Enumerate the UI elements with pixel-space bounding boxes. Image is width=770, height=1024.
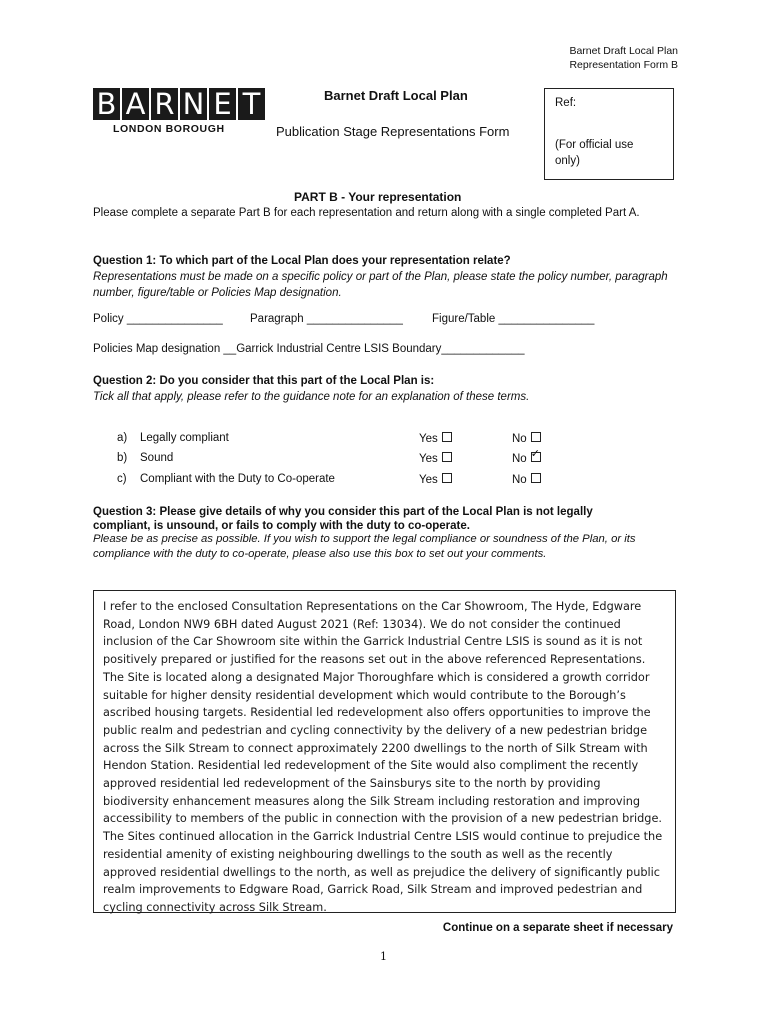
question-2-guidance: Tick all that apply, please refer to the guidance note for an explanation of these terms. <box>93 391 530 403</box>
representation-answer-box[interactable]: I refer to the enclosed Consultation Representations on the Car Showroom, The Hyde, Edgware Road, London NW9 6BH dated August 2021 (Ref: 13034). We do not consider the continued inclusion of the Car Showroom site within the Garrick Industrial Centre LSIS is sound as it is not positively prepared or justified for the reasons set out in the above referenced Representations. The Site is located along a designated Major Thoroughfare which is considered a growth corridor suitable for higher density residential development which would contribute to the Borough’s ascribed housing targets. Residential led redevelopment also offers opportunities to improve the public realm and pedestrian and cycling connectivity by the delivery of a new pedestrian bridge across the Silk Stream to connect approximately 2200 dwellings to the north of Silk Stream with Hendon Station. Residential led redevelopment of the Site would also compliment the recently approved residential led redevelopment of the Sainsburys site to the north by providing biodiversity enhancement measures along the Silk Stream including restoration and improving accessibility to members of the public in connection with the provision of a new pedestrian bridge. The Sites continued allocation in the Garrick Industrial Centre LSIS would continue to prejudice the residential amenity of existing neighbouring dwellings to the south as well as the recently approved residential dwellings to the north, as well as prejudice the delivery of significantly public realm improvements to Edgware Road, Garrick Road, Silk Stream and improved pedestrian and cycling connectivity across Silk Stream. <box>93 590 676 913</box>
policies-map-field[interactable]: Policies Map designation __Garrick Industrial Centre LSIS Boundary_____________ <box>93 343 525 355</box>
logo-letter: B <box>93 88 120 120</box>
checked-checkbox-icon[interactable] <box>531 452 541 462</box>
logo-letter: T <box>238 88 265 120</box>
header-line-1: Barnet Draft Local Plan <box>569 45 678 57</box>
item-label: Sound <box>140 452 174 464</box>
no-option[interactable] <box>512 473 541 486</box>
question-3-line-2: compliant, is unsound, or fails to comply with the duty to co-operate. <box>93 520 470 532</box>
policy-field[interactable]: Policy _______________ <box>93 313 223 325</box>
checkbox-icon[interactable] <box>531 432 541 442</box>
yes-label: Yes <box>419 474 438 486</box>
item-letter: c) <box>117 473 127 485</box>
yes-option[interactable] <box>419 452 452 465</box>
page-number: 1 <box>380 950 387 963</box>
paragraph-field[interactable]: Paragraph _______________ <box>250 313 403 325</box>
logo-letters <box>93 88 267 120</box>
logo-letter: N <box>180 88 207 120</box>
yes-option[interactable] <box>419 473 452 486</box>
checkbox-icon[interactable] <box>442 432 452 442</box>
part-heading: PART B - Your representation <box>294 190 462 204</box>
document-subtitle: Publication Stage Representations Form <box>276 124 510 139</box>
official-ref-box <box>544 88 674 180</box>
document-title: Barnet Draft Local Plan <box>324 88 468 103</box>
official-use-note <box>555 137 663 169</box>
no-label: No <box>512 453 527 465</box>
logo-letter: E <box>209 88 236 120</box>
logo-letter: A <box>122 88 149 120</box>
ref-label: Ref: <box>555 97 577 109</box>
question-1: Question 1: To which part of the Local Plan does your representation relate? <box>93 255 511 267</box>
yes-label: Yes <box>419 453 438 465</box>
question-3-guidance: Please be as precise as possible. If you wish to support the legal compliance or soundness of the Plan, or its compliance with the duty to co-operate, please also use this box to set out your comments. <box>93 533 636 560</box>
header-line-2: Representation Form B <box>569 59 678 71</box>
yes-label: Yes <box>419 433 438 445</box>
item-letter: b) <box>117 452 128 464</box>
logo-subtitle: LONDON BOROUGH <box>113 123 225 135</box>
checkbox-icon[interactable] <box>442 473 452 483</box>
no-label: No <box>512 433 527 445</box>
question-1-guidance: Representations must be made on a specific policy or part of the Plan, please state the policy number, paragraph number, figure/table or Policies Map designation. <box>93 271 668 299</box>
logo-letter: R <box>151 88 178 120</box>
item-label: Compliant with the Duty to Co-operate <box>140 473 335 485</box>
checkbox-icon[interactable] <box>531 473 541 483</box>
part-instruction: Please complete a separate Part B for each representation and return along with a single completed Part A. <box>93 207 640 219</box>
no-option[interactable] <box>512 432 541 445</box>
figure-table-field[interactable]: Figure/Table _______________ <box>432 313 595 325</box>
item-letter: a) <box>117 432 128 444</box>
no-label: No <box>512 474 527 486</box>
item-label: Legally compliant <box>140 432 229 444</box>
official-use-line-2: only) <box>555 155 580 167</box>
checkbox-icon[interactable] <box>442 452 452 462</box>
header-reference <box>569 44 678 72</box>
question-3-line-1: Question 3: Please give details of why you consider this part of the Local Plan is not legally <box>93 506 593 518</box>
question-2: Question 2: Do you consider that this part of the Local Plan is: <box>93 375 435 387</box>
continue-note: Continue on a separate sheet if necessary <box>442 922 673 934</box>
official-use-line-1: (For official use <box>555 139 634 151</box>
yes-option[interactable] <box>419 432 452 445</box>
barnet-logo <box>93 88 267 135</box>
no-option[interactable] <box>512 452 541 465</box>
